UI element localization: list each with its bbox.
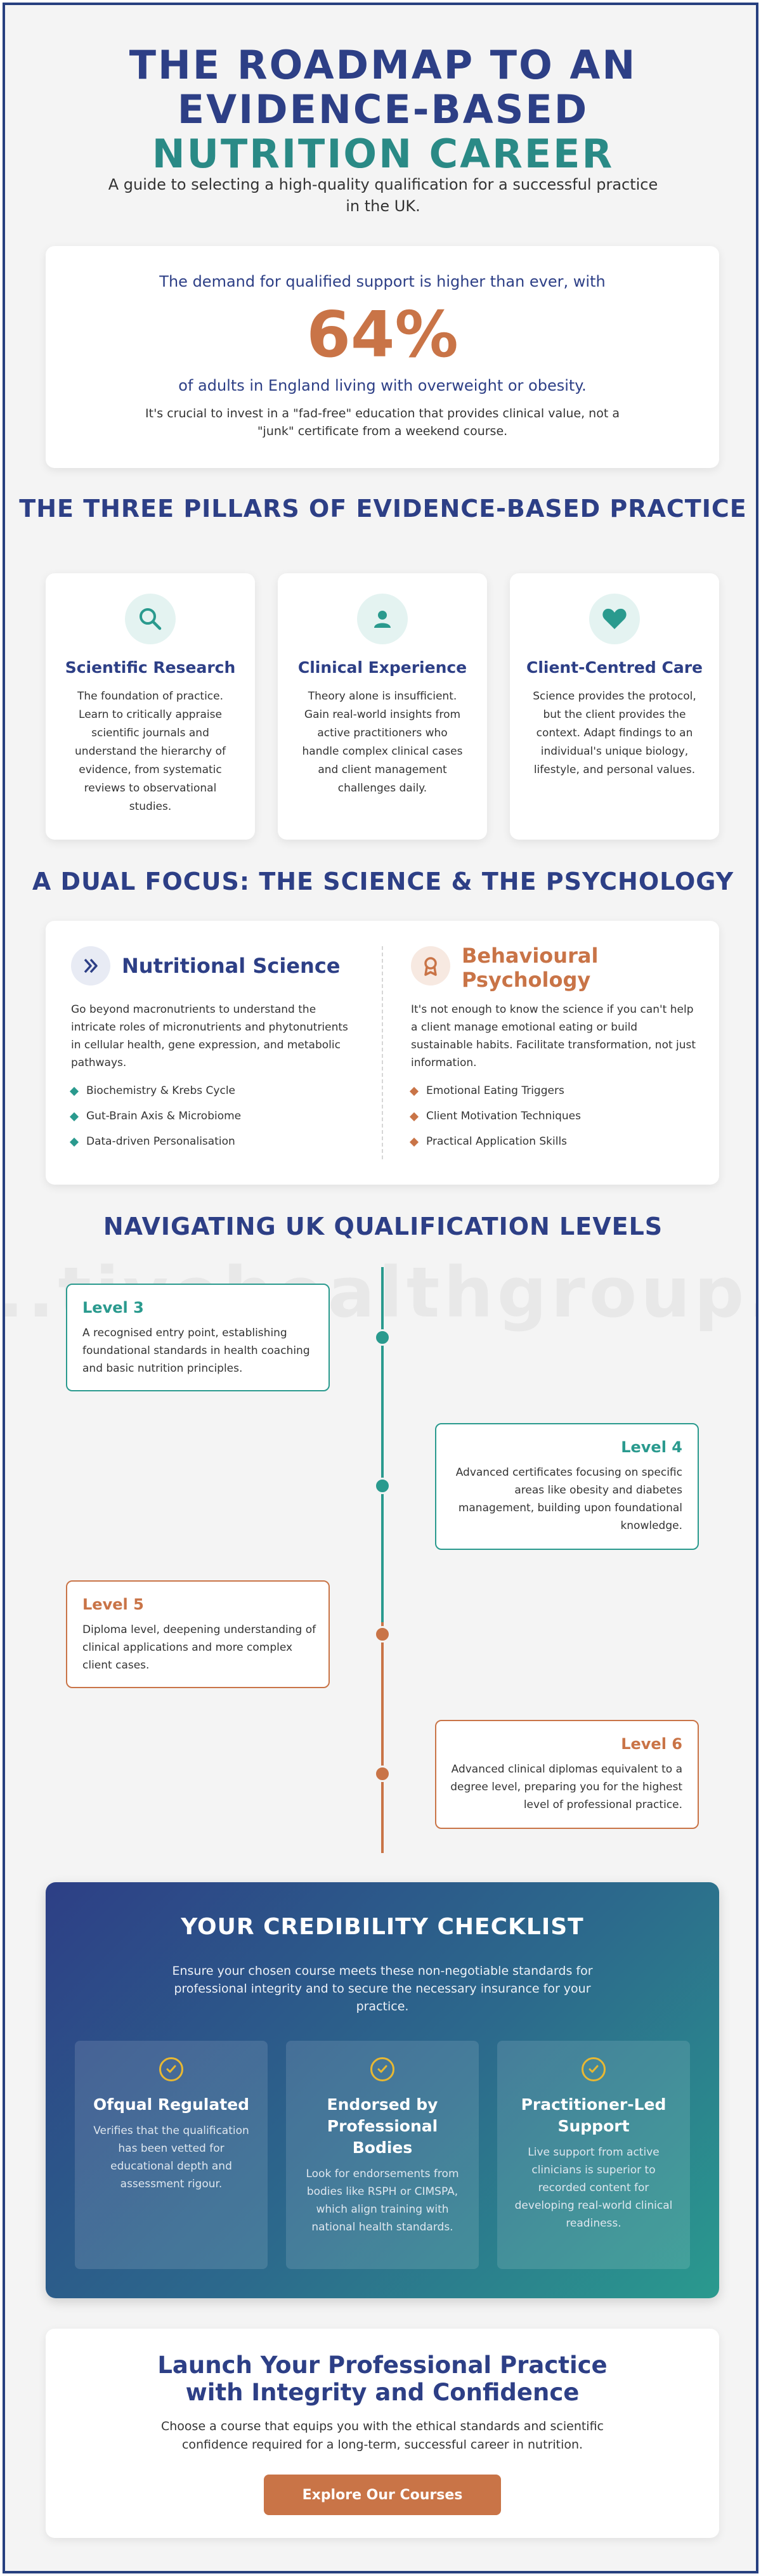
dual-focus-card [46, 921, 719, 1185]
cta-title: Launch Your Professional Practice with Integrity and Confidence [157, 2352, 608, 2406]
stat-trail: of adults in England living with overweight or obesity. [178, 377, 587, 394]
timeline-line [381, 1267, 384, 1622]
title-line-1: THE ROADMAP TO AN [129, 42, 637, 88]
timeline-dot [374, 1478, 391, 1494]
list-item: Client Motivation Techniques [408, 1109, 700, 1134]
science-list [68, 1083, 360, 1159]
science-title: Nutritional Science [122, 954, 341, 978]
pillar-card-clinical [278, 573, 487, 840]
check-circle-icon [582, 2057, 606, 2081]
credibility-checklist [46, 1882, 719, 2298]
level-card-3: Level 3 A recognised entry point, establishing foundational standards in health coaching and basic nutrition principles. [66, 1284, 330, 1391]
award-icon [411, 946, 450, 986]
levels-heading: NAVIGATING UK QUALIFICATION LEVELS [103, 1213, 663, 1240]
checklist-item-text: Look for endorsements from bodies like RSPH or CIMSPA, which align training with national health standards. [306, 2168, 459, 2234]
checklist-item-ofqual [75, 2041, 268, 2269]
stat-card [46, 246, 719, 468]
level-card-4: Level 4 Advanced certificates focusing on specific areas like obesity and diabetes management, building upon foundational knowledge. [435, 1423, 699, 1550]
explore-courses-button[interactable]: Explore Our Courses [264, 2475, 501, 2515]
list-item: Emotional Eating Triggers [408, 1083, 700, 1109]
list-item: Data-driven Personalisation [68, 1134, 360, 1159]
pillar-title: Clinical Experience [297, 658, 467, 677]
check-circle-icon [370, 2057, 394, 2081]
cta-card [46, 2329, 719, 2538]
pillar-text: Theory alone is insufficient. Gain real-world insights from active practitioners who handle complex clinical cases and client management challenges daily. [302, 690, 463, 795]
page-subtitle: A guide to selecting a high-quality qualification for a successful practice in the UK. [108, 176, 658, 215]
list-item: Biochemistry & Krebs Cycle [68, 1083, 360, 1109]
psychology-title: Behavioural Psychology [462, 944, 599, 992]
pillar-text: The foundation of practice. Learn to critically appraise scientific journals and understand the hierarchy of evidence, from systematic reviews to observational studies. [75, 690, 226, 813]
stat-value: 64% [306, 297, 459, 372]
page-frame [3, 3, 758, 2573]
pillar-text: Science provides the protocol, but the client provides the context. Adapt findings to an individual's unique biology, lifestyle, and personal values. [533, 690, 696, 776]
cta-text: Choose a course that equips you with the ethical standards and scientific confidence required for a long-term, successful career in nutrition. [161, 2419, 604, 2452]
list-item: Practical Application Skills [408, 1134, 700, 1159]
psychology-text: It's not enough to know the science if you can't help a client manage emotional eating or build sustainable habits. Facilitate transformation, not just information. [411, 1003, 696, 1069]
checklist-item-title: Practitioner-Led Support [521, 2095, 667, 2135]
checklist-subtitle: Ensure your chosen course meets these non-negotiable standards for professional integrity and to secure the necessary insurance for your practice. [172, 1964, 593, 2013]
timeline-dot [374, 1766, 391, 1782]
checklist-item-text: Verifies that the qualification has been vetted for educational depth and assessment rigour. [93, 2124, 249, 2190]
checklist-heading: YOUR CREDIBILITY CHECKLIST [181, 1914, 584, 1940]
search-icon [125, 594, 176, 644]
checklist-item-title: Ofqual Regulated [93, 2095, 250, 2114]
timeline-line [381, 1622, 384, 1853]
timeline-dot [374, 1626, 391, 1643]
pillar-title: Client-Centred Care [526, 658, 703, 677]
list-item: Gut-Brain Axis & Microbiome [68, 1109, 360, 1134]
stat-lead: The demand for qualified support is higher than ever, with [159, 273, 606, 290]
psychology-list [408, 1083, 700, 1159]
stat-note: It's crucial to invest in a "fad-free" education that provides clinical value, not a "junk" certificate from a weekend course. [145, 407, 620, 438]
dual-heading: A DUAL FOCUS: THE SCIENCE & THE PSYCHOLOGY [32, 868, 734, 895]
column-divider [382, 946, 383, 1159]
person-icon [357, 594, 408, 644]
double-chevron-icon [71, 946, 110, 986]
checklist-item-text: Live support from active clinicians is superior to recorded content for developing real-world clinical readiness. [514, 2146, 673, 2230]
title-line-2: EVIDENCE-BASED [177, 86, 589, 133]
pillar-title: Scientific Research [65, 658, 236, 677]
pillar-card-client [510, 573, 719, 840]
pillar-card-research [46, 573, 255, 840]
checklist-item-practitioner [497, 2041, 690, 2269]
level-card-6: Level 6 Advanced clinical diplomas equivalent to a degree level, preparing you for the highest level of professional practice. [435, 1720, 699, 1829]
checklist-item-title: Endorsed by Professional Bodies [327, 2095, 438, 2157]
heart-icon [589, 594, 640, 644]
title-line-3: NUTRITION CAREER [152, 131, 615, 177]
checklist-item-endorsed [286, 2041, 479, 2269]
science-text: Go beyond macronutrients to understand the intricate roles of micronutrients and phytonutrients in cellular health, gene expression, and metabolic pathways. [71, 1003, 348, 1069]
pillars-heading: THE THREE PILLARS OF EVIDENCE-BASED PRACTICE [19, 495, 747, 523]
timeline-dot [374, 1329, 391, 1346]
check-circle-icon [159, 2057, 183, 2081]
page-title [5, 43, 758, 176]
level-card-5: Level 5 Diploma level, deepening understanding of clinical applications and more complex client cases. [66, 1580, 330, 1688]
